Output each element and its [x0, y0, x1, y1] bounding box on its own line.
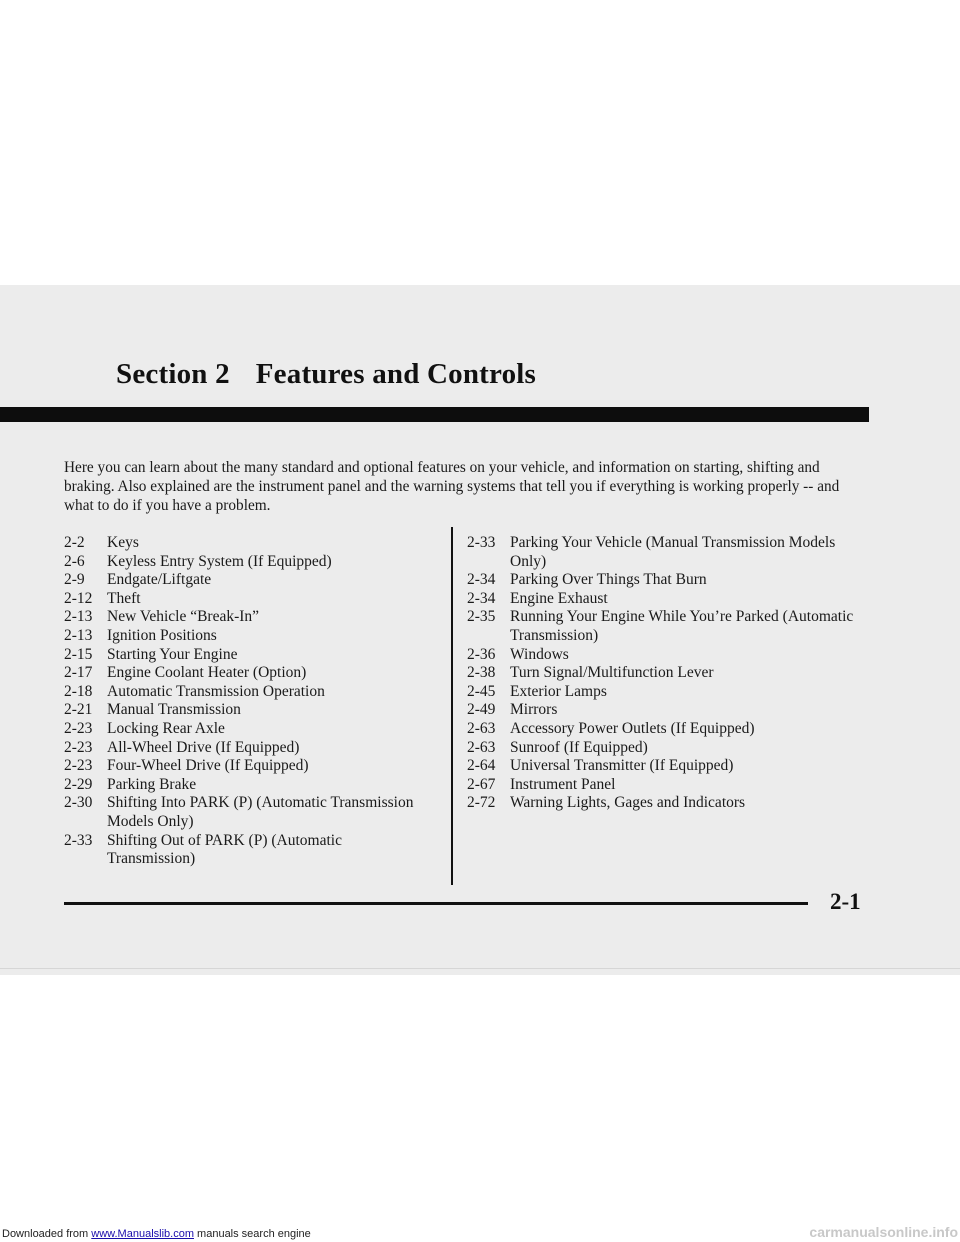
toc-entry-title: Universal Transmitter (If Equipped) — [510, 757, 734, 775]
toc-page-number: 2-23 — [64, 719, 93, 737]
toc-entry — [64, 832, 424, 869]
toc-page-number: 2-15 — [64, 645, 93, 663]
toc-entry-title: Parking Over Things That Burn — [510, 571, 707, 589]
toc-entry-title: Mirrors — [510, 701, 558, 719]
toc-page-number: 2-9 — [64, 571, 85, 589]
toc-page-number: 2-23 — [64, 738, 93, 756]
toc-entry-title: Parking Brake — [107, 775, 197, 793]
toc-right-column — [467, 534, 867, 813]
toc-entry-title: Shifting Out of PARK (P) (Automatic Transmission) — [107, 831, 342, 868]
watermark: carmanualsonline.info — [809, 1224, 958, 1240]
toc-entry — [64, 683, 424, 702]
toc-entry — [64, 664, 424, 683]
toc-entry-title: Four-Wheel Drive (If Equipped) — [107, 757, 309, 775]
toc-page-number: 2-63 — [467, 719, 496, 737]
toc-left-column — [64, 534, 424, 869]
toc-entry-title: Theft — [107, 589, 141, 607]
toc-entry-title: Exterior Lamps — [510, 682, 607, 700]
toc-entry — [467, 794, 867, 813]
page-title — [116, 358, 536, 391]
toc-entry — [467, 776, 867, 795]
toc-page-number: 2-38 — [467, 664, 496, 682]
toc-entry-title: Instrument Panel — [510, 775, 616, 793]
toc-page-number: 2-64 — [467, 757, 496, 775]
toc-entry — [64, 553, 424, 572]
toc-entry — [467, 664, 867, 683]
footer-rule — [64, 902, 808, 905]
toc-page-number: 2-12 — [64, 589, 93, 607]
toc-entry — [64, 794, 424, 831]
page-number: 2-1 — [830, 889, 861, 914]
toc-page-number: 2-18 — [64, 682, 93, 700]
toc-entry-title: Warning Lights, Gages and Indicators — [510, 794, 746, 812]
toc-entry — [467, 646, 867, 665]
toc-page-number: 2-49 — [467, 701, 496, 719]
intro-paragraph: Here you can learn about the many standard and optional features on your vehicle, and information on starting, shifting and braking. Also explained are the instrument panel and the warning systems that tell you if everything is working properly -- and what to do if you have a problem. — [64, 459, 840, 514]
toc-entry — [467, 608, 867, 645]
toc-entry — [64, 571, 424, 590]
toc-entry-title: Locking Rear Axle — [107, 719, 225, 737]
toc-entry — [467, 720, 867, 739]
toc-entry — [64, 608, 424, 627]
toc-entry-title: Accessory Power Outlets (If Equipped) — [510, 719, 755, 737]
page-edge-line — [0, 968, 960, 969]
column-divider — [451, 527, 453, 885]
toc-entry — [467, 571, 867, 590]
toc-entry-title: Ignition Positions — [107, 626, 217, 644]
title-divider-bar — [0, 407, 869, 422]
toc-entry-title: Keys — [107, 534, 139, 551]
toc-page-number: 2-63 — [467, 738, 496, 756]
toc-page-number: 2-34 — [467, 589, 496, 607]
manualslib-link[interactable]: www.Manualslib.com — [91, 1228, 194, 1240]
toc-entry — [64, 534, 424, 553]
toc-entry — [64, 776, 424, 795]
toc-entry-title: Keyless Entry System (If Equipped) — [107, 552, 332, 570]
toc-entry-title: Sunroof (If Equipped) — [510, 738, 648, 756]
download-credit — [2, 1228, 311, 1240]
toc-entry-title: Windows — [510, 645, 569, 663]
toc-entry — [467, 701, 867, 720]
toc-page-number: 2-33 — [64, 831, 93, 849]
toc-page-number: 2-30 — [64, 794, 93, 812]
toc-entry — [467, 590, 867, 609]
toc-entry-title: Engine Exhaust — [510, 589, 608, 607]
toc-entry-title: Manual Transmission — [107, 701, 241, 719]
toc-entry — [467, 683, 867, 702]
toc-page-number: 2-23 — [64, 757, 93, 775]
toc-page-number: 2-33 — [467, 534, 496, 551]
toc-entry-title: Shifting Into PARK (P) (Automatic Transmission Models Only) — [107, 794, 414, 830]
toc-entry-title: Running Your Engine While You’re Parked (Automatic Transmission) — [510, 608, 854, 644]
toc-entry-title: Starting Your Engine — [107, 645, 238, 663]
toc-page-number: 2-13 — [64, 626, 93, 644]
toc-entry-title: New Vehicle “Break-In” — [107, 608, 260, 626]
toc-entry — [64, 701, 424, 720]
toc-page-number: 2-34 — [467, 571, 496, 589]
toc-entry — [467, 739, 867, 758]
toc-page-number: 2-6 — [64, 552, 85, 570]
toc-page-number: 2-36 — [467, 645, 496, 663]
toc-entry — [64, 646, 424, 665]
toc-page-number: 2-35 — [467, 608, 496, 626]
toc-page-number: 2-67 — [467, 775, 496, 793]
toc-entry-title: All-Wheel Drive (If Equipped) — [107, 738, 300, 756]
toc-entry — [64, 757, 424, 776]
toc-entry — [467, 534, 867, 571]
toc-entry-title: Parking Your Vehicle (Manual Transmission Models Only) — [510, 534, 836, 570]
toc-page-number: 2-45 — [467, 682, 496, 700]
toc-entry-title: Automatic Transmission Operation — [107, 682, 325, 700]
section-title: Features and Controls — [255, 358, 537, 390]
toc-entry — [64, 720, 424, 739]
toc-entry-title: Engine Coolant Heater (Option) — [107, 664, 307, 682]
toc-entry — [64, 627, 424, 646]
toc-page-number: 2-72 — [467, 794, 496, 812]
toc-page-number: 2-21 — [64, 701, 93, 719]
section-label: Section 2 — [116, 358, 230, 390]
toc-entry — [467, 757, 867, 776]
credit-prefix: Downloaded from — [2, 1228, 89, 1240]
toc-entry-title: Turn Signal/Multifunction Lever — [510, 664, 714, 682]
toc-page-number: 2-29 — [64, 775, 93, 793]
toc-page-number: 2-13 — [64, 608, 93, 626]
toc-page-number: 2-2 — [64, 534, 85, 551]
toc-page-number: 2-17 — [64, 664, 93, 682]
credit-suffix: manuals search engine — [197, 1228, 311, 1240]
toc-entry-title: Endgate/Liftgate — [107, 571, 212, 589]
toc-entry — [64, 590, 424, 609]
toc-entry — [64, 739, 424, 758]
